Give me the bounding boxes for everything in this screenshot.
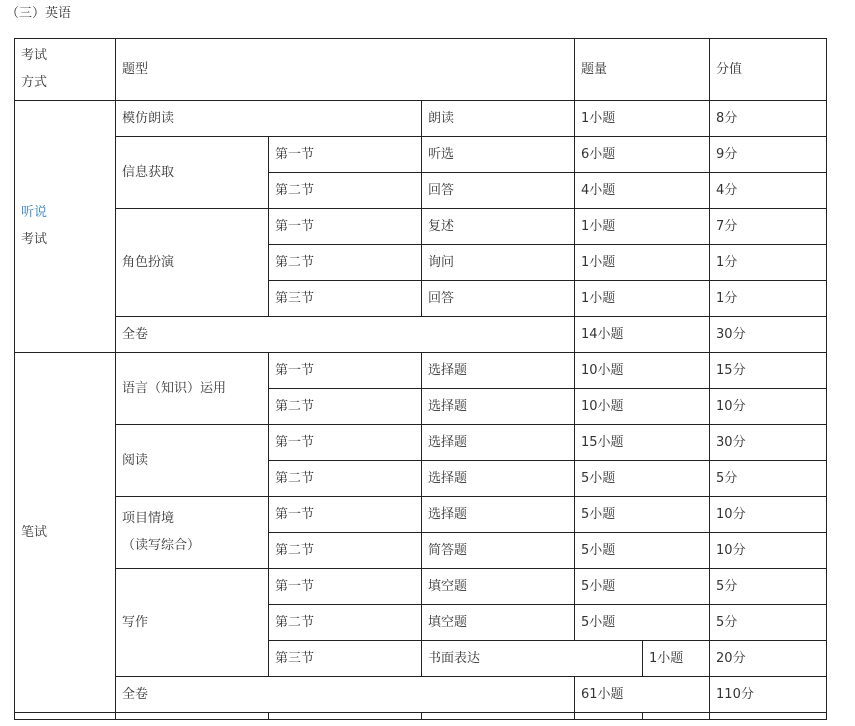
header-method-line2: 方式 <box>21 75 48 90</box>
total-row <box>15 677 827 713</box>
score-cell: 4分 <box>710 173 827 209</box>
table-row <box>15 101 827 137</box>
table-row <box>15 425 827 461</box>
section-cell: 第三节 <box>269 281 422 317</box>
section-cell: 第三节 <box>269 641 422 677</box>
total-quantity: 14小题 <box>575 317 710 353</box>
task-cell: 回答 <box>422 173 575 209</box>
section-heading: （三）英语 <box>6 6 72 21</box>
quantity-cell: 10小题 <box>575 353 710 389</box>
header-score: 分值 <box>710 39 827 101</box>
quantity-cell: 5小题 <box>575 533 710 569</box>
section-cell: 第二节 <box>269 245 422 281</box>
table-row <box>15 497 827 533</box>
score-cell: 10分 <box>710 389 827 425</box>
task-cell: 朗读 <box>422 101 575 137</box>
table-row <box>15 569 827 605</box>
score-cell: 8分 <box>710 101 827 137</box>
task-cell: 选择题 <box>422 353 575 389</box>
task-cell: 听选 <box>422 137 575 173</box>
type-name: 信息获取 <box>116 137 269 209</box>
section-cell: 第二节 <box>269 173 422 209</box>
task-cell: 填空题 <box>422 569 575 605</box>
type-name <box>116 497 269 569</box>
listening-method-cell <box>15 101 116 353</box>
total-label: 全卷 <box>116 677 575 713</box>
quantity-cell: 4小题 <box>575 173 710 209</box>
task-cell: 选择题 <box>422 389 575 425</box>
type-name: 模仿朗读 <box>116 101 422 137</box>
quantity-cell: 1小题 <box>575 101 710 137</box>
score-cell: 10分 <box>710 533 827 569</box>
task-cell: 选择题 <box>422 425 575 461</box>
listening-label-line1: 听说 <box>21 205 48 220</box>
score-cell: 5分 <box>710 569 827 605</box>
section-cell: 第一节 <box>269 569 422 605</box>
total-quantity: 61小题 <box>575 677 710 713</box>
project-name-line1: 项目情境 <box>122 511 175 526</box>
quantity-cell: 1小题 <box>575 245 710 281</box>
empty-cell <box>15 713 116 720</box>
type-name: 语言（知识）运用 <box>116 353 269 425</box>
empty-cell <box>710 713 827 720</box>
section-cell: 第二节 <box>269 605 422 641</box>
empty-cell <box>575 713 643 720</box>
empty-cell <box>116 713 269 720</box>
quantity-cell: 5小题 <box>575 497 710 533</box>
header-quantity: 题量 <box>575 39 710 101</box>
task-cell: 复述 <box>422 209 575 245</box>
score-cell: 1分 <box>710 245 827 281</box>
task-cell: 简答题 <box>422 533 575 569</box>
task-cell: 回答 <box>422 281 575 317</box>
table-row <box>15 713 827 720</box>
table-row <box>15 353 827 389</box>
header-method-line1: 考试 <box>21 48 48 63</box>
total-label: 全卷 <box>116 317 575 353</box>
table-row <box>15 209 827 245</box>
task-cell: 书面表达 <box>422 641 643 677</box>
total-score: 110分 <box>710 677 827 713</box>
section-cell: 第一节 <box>269 425 422 461</box>
quantity-cell: 15小题 <box>575 425 710 461</box>
section-cell: 第二节 <box>269 461 422 497</box>
section-cell: 第一节 <box>269 137 422 173</box>
quantity-cell: 6小题 <box>575 137 710 173</box>
quantity-cell: 1小题 <box>575 209 710 245</box>
section-cell: 第二节 <box>269 533 422 569</box>
table-header-row <box>15 39 827 101</box>
written-method-cell: 笔试 <box>15 353 116 713</box>
table-row <box>15 137 827 173</box>
empty-cell <box>422 713 575 720</box>
total-score: 30分 <box>710 317 827 353</box>
score-cell: 5分 <box>710 461 827 497</box>
header-type: 题型 <box>116 39 575 101</box>
task-cell: 选择题 <box>422 497 575 533</box>
header-method <box>15 39 116 101</box>
score-cell: 15分 <box>710 353 827 389</box>
empty-cell <box>269 713 422 720</box>
score-cell: 1分 <box>710 281 827 317</box>
task-cell: 填空题 <box>422 605 575 641</box>
quantity-cell: 5小题 <box>575 461 710 497</box>
quantity-cell: 5小题 <box>575 569 710 605</box>
score-cell: 9分 <box>710 137 827 173</box>
type-name: 写作 <box>116 569 269 677</box>
task-cell: 询问 <box>422 245 575 281</box>
quantity-cell: 1小题 <box>575 281 710 317</box>
score-cell: 30分 <box>710 425 827 461</box>
score-cell: 5分 <box>710 605 827 641</box>
section-cell: 第二节 <box>269 389 422 425</box>
quantity-cell: 1小题 <box>643 641 710 677</box>
type-name: 角色扮演 <box>116 209 269 317</box>
section-cell: 第一节 <box>269 497 422 533</box>
quantity-cell: 5小题 <box>575 605 710 641</box>
quantity-cell: 10小题 <box>575 389 710 425</box>
section-cell: 第一节 <box>269 353 422 389</box>
english-exam-table <box>14 38 827 720</box>
empty-cell <box>643 713 710 720</box>
type-name: 阅读 <box>116 425 269 497</box>
score-cell: 20分 <box>710 641 827 677</box>
score-cell: 10分 <box>710 497 827 533</box>
project-name-line2: （读写综合） <box>122 538 201 553</box>
section-cell: 第一节 <box>269 209 422 245</box>
total-row <box>15 317 827 353</box>
task-cell: 选择题 <box>422 461 575 497</box>
score-cell: 7分 <box>710 209 827 245</box>
listening-label-line2: 考试 <box>21 232 48 247</box>
